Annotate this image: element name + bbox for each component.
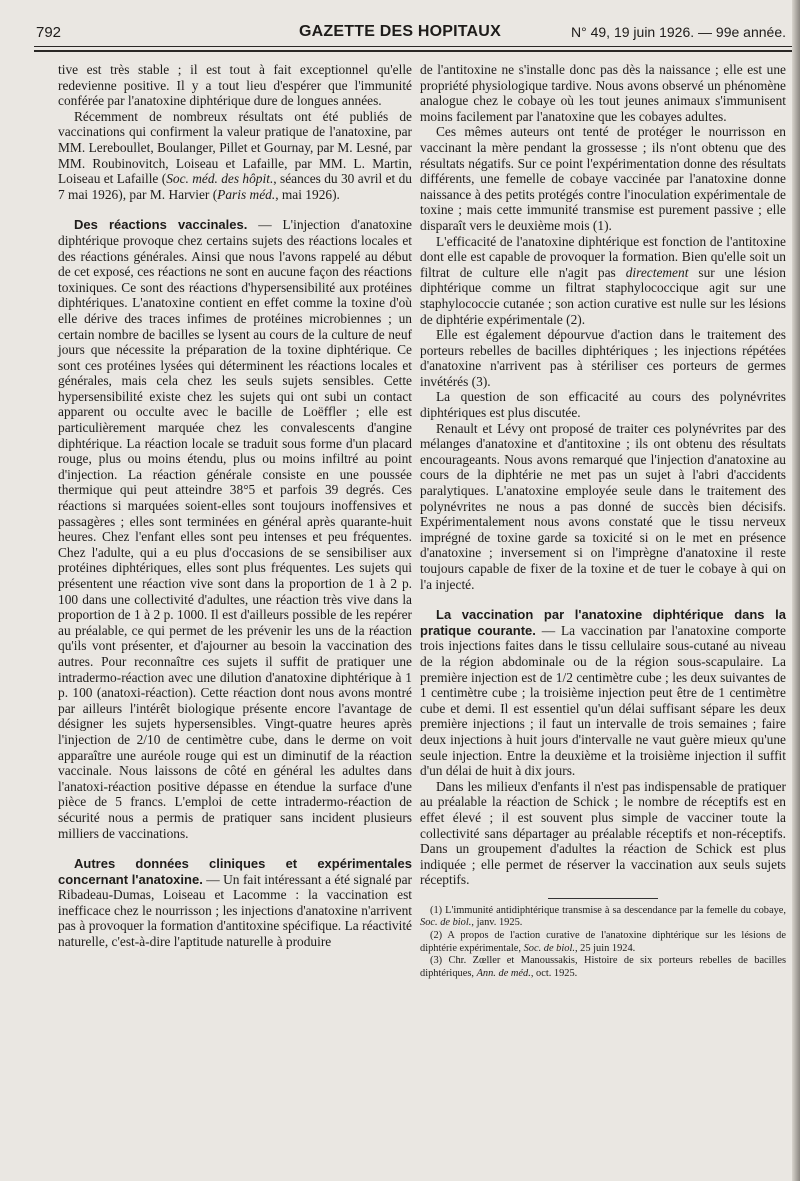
- issue-info: N° 49, 19 juin 1926. — 99e année.: [571, 24, 786, 40]
- section-paragraph: Autres données cliniques et expérimentales concernant l'anatoxine. — Un fait intéressant a été signalé par Ribadeau-Dumas, Loiseau et Lacomme : la vaccination est inefficace chez le nourrisson ; les injections d'anatoxine n'arrivent pas à provoquer la formation d'antitoxine spécifique. La réactivité naturelle, c'est-à-dire l'aptitude naturelle à produire: [58, 856, 412, 950]
- left-column: [58, 62, 412, 950]
- paragraph: Elle est également dépourvue d'action dans le traitement des porteurs rebelles de bacilles diphtériques ; les injections répétées d'anatoxine n'arrivent pas à stériliser ces porteurs de germes invétérés (3).: [420, 327, 786, 389]
- right-column: [420, 62, 786, 980]
- footnote: (3) Chr. Zœller et Manoussakis, Histoire de six porteurs rebelles de bacilles diphtériques, Ann. de méd., oct. 1925.: [420, 955, 786, 979]
- footnote: (2) A propos de l'action curative de l'anatoxine diphtérique sur les lésions de diphtérie expérimentale, Soc. de biol., 25 juin 1924.: [420, 930, 786, 954]
- paragraph: Ces mêmes auteurs ont tenté de protéger le nourrisson en vaccinant la mère pendant la grossesse ; ils n'ont obtenu que des résultats négatifs. Sur ce point l'expérimentation donne des résultats différents, une femelle de cobaye vaccinée par l'anatoxine donne naissance à des petits protégés contre l'inoculation expérimentale de toxine ; mais cette immunité transmise est purement passive ; elle disparaît vers le deuxième mois (1).: [420, 124, 786, 233]
- section-heading: Autres données cliniques et expérimentales concernant l'anatoxine.: [58, 856, 412, 887]
- paragraph: Récemment de nombreux résultats ont été publiés de vaccinations qui confirment la valeur pratique de l'anatoxine, par MM. Lereboullet, Boulanger, Pillet et Gournay, par M. Lesné, par MM. Roubinovitch, Loiseau et Lafaille, par MM. L. Martin, Loiseau et Lafaille (Soc. méd. des hôpit., séances du 30 avril et du 7 mai 1926), par M. Harvier (Paris méd., mai 1926).: [58, 108, 412, 202]
- reference: Paris méd.: [217, 186, 276, 202]
- page-number: 792: [36, 24, 62, 41]
- journal-title: GAZETTE DES HOPITAUX: [299, 23, 501, 40]
- header-rule-thick: [34, 50, 792, 52]
- reference: Soc. méd. des hôpit.: [166, 171, 274, 187]
- section-paragraph: La vaccination par l'anatoxine diphtérique dans la pratique courante. — La vaccination par l'anatoxine comporte trois injections faites dans le tissu cellulaire sous-cutané au niveau de la région abdominale ou de la région sous-scapulaire. La première injection est de 1/2 centimètre cube ; les deux suivantes de 1 centimètre cube ; la troisième injection peut être de 1 centimètre cube et demi. Il est essentiel qu'un délai suffisant sépare les deux première injections ; il faut un intervalle de trois semaines ; faire deux injections à huit jours d'intervalle ne vaut guère mieux qu'une seule injection. Entre la deuxième et la troisième injection il suffit d'un délai de huit à dix jours.: [420, 607, 786, 779]
- section-paragraph: Des réactions vaccinales. — L'injection d'anatoxine diphtérique provoque chez certains sujets des réactions locales et des réactions générales. Ainsi que nous l'avons rappelé au début de cet exposé, ces réactions ne sont en aucune façon des réactions toxiniques. Ce sont des réactions d'hypersensibilité aux protéines diphtériques. L'anatoxine contient en effet comme la toxine d'où elle dérive des traces infimes de protéines microbiennes ; un certain nombre de bacilles se lysent au cours de la culture de neuf jours que nécessite la préparation de la toxine diphtérique. Ce sont ces protéines lysées qui déterminent les réactions locales et générales, mais cela chez les seuls sujets sensibles. Cette hypersensibilité existe chez les sujets qui ont subi un contact apparent ou occulte avec le bacille de Loëffler ; elle est particulièrement marquée chez les convalescents d'angine diphtérique. La réaction locale se traduit sous forme d'un placard rouge, plus ou moins étendu, plus ou moins infiltré au point d'injection. La réaction générale consiste en une poussée thermique qui peut atteindre 38°5 et parfois 39 degrés. Ces réactions si marquées soient-elles sont toujours inoffensives et passagères ; elles sont terminées en général après quarante-huit heures. Chez l'enfant elles sont peu intenses et peu fréquentes. Chez l'adulte, qui a eu plus d'occasions de se sensibiliser aux protéines diphtériques, elles sont plus fréquentes. Les sujets qui présentent une réaction vive sont dans la proportion de 1 à 2 p. 100 dans une collectivité d'adultes, une réaction très vive dans la proportion de 1 à 2 p. 1000. Il est d'ailleurs possible de les repérer au préalable, ce qui permet de les prévenir les uns de la réaction qu'ils vont présenter, et d'ajourner au besoin la vaccination des autres. Pour reconnaître ces sujets il suffit de pratiquer une intradermo-réaction avec une dilution d'anatoxine diphtérique à 1 p. 100 (anatoxi-réaction). Cette réaction dont nous avons montré par ailleurs l'intérêt biologique présente encore l'avantage de désigner les sujets hypersensibles. Vingt-quatre heures après l'injection de 2/10 de centimètre cube, dans le derme on voit apparaître une auréole rouge qui est un diminutif de la réaction vaccinale. Nous laissons de côté en général les adultes dans l'anatoxi-réaction positive dépasse en étendue la surface d'une pièce de 5 francs. L'emploi de cette intradermo-réaction de sécurité nous a permis de pratiquer sans incident plusieurs milliers de vaccinations.: [58, 217, 412, 841]
- header-rule: [34, 46, 792, 47]
- footnotes: [420, 905, 786, 981]
- paragraph: Renault et Lévy ont proposé de traiter ces polynévrites par des mélanges d'anatoxine et d'antitoxine ; ils ont obtenu des résultats encourageants. Nous avons remarqué que l'injection d'anatoxine au cours de la diphtérie ne met pas un sujet à l'abri d'accidents paralytiques. L'anatoxine employée seule dans le traitement des polynévrites ne nous a pas donné de succès bien décisifs. Expérimentalement nous avons constaté que le tissu nerveux imprégné de toxine garde sa toxicité si on le met en présence d'anatoxine ; inversement si on l'imprègne d'anatoxine il reste toujours capable de fixer de la toxine et de tuer le cobaye à qui on l'a injecté.: [420, 420, 786, 592]
- paragraph: La question de son efficacité au cours des polynévrites diphtériques est plus discutée.: [420, 389, 786, 421]
- emphasis: directement: [625, 264, 689, 280]
- page-header: [34, 20, 792, 44]
- section-heading: Des réactions vaccinales.: [74, 217, 248, 233]
- footnotes-rule: [548, 898, 658, 899]
- paragraph: L'efficacité de l'anatoxine diphtérique est fonction de l'antitoxine dont elle est capable de provoquer la formation. Bien qu'elle soit un filtrat de culture elle n'agit pas directement sur une lésion diphtérique comme un filtrat staphylococcique agit sur une staphylococcie cutanée ; son action curative est nulle sur les lésions de diphtérie expérimentale (2).: [420, 233, 786, 327]
- footnote: (1) L'immunité antidiphtérique transmise à sa descendance par la femelle du cobaye, Soc. de biol., janv. 1925.: [420, 904, 786, 929]
- paragraph: Dans les milieux d'enfants il n'est pas indispensable de pratiquer au préalable la réaction de Schick ; le nombre de réceptifs est en effet élevé ; il est souvent plus simple de vacciner toute la collectivité sans départager au préalable réceptifs et non-réceptifs. Dans un groupement d'adultes la réaction de Schick est plus indiquée ; elle permet de réserver la vaccination aux seuls sujets réceptifs.: [420, 778, 786, 888]
- paragraph: de l'antitoxine ne s'installe donc pas dès la naissance ; elle est une propriété physiologique tardive. Nous avons observé un phénomène analogue chez le cobaye où les tout jeunes animaux s'immunisent moins facilement par l'anatoxine que les cobayes adultes.: [420, 62, 786, 124]
- paragraph: tive est très stable ; il est tout à fait exceptionnel qu'elle redevienne positive. Il y a tout lieu d'espérer que l'immunité conférée par l'anatoxine diphtérique dure de longues années.: [58, 62, 412, 109]
- section-heading: La vaccination par l'anatoxine diphtérique dans la pratique courante.: [420, 607, 786, 638]
- page-edge-shadow: [792, 0, 800, 1181]
